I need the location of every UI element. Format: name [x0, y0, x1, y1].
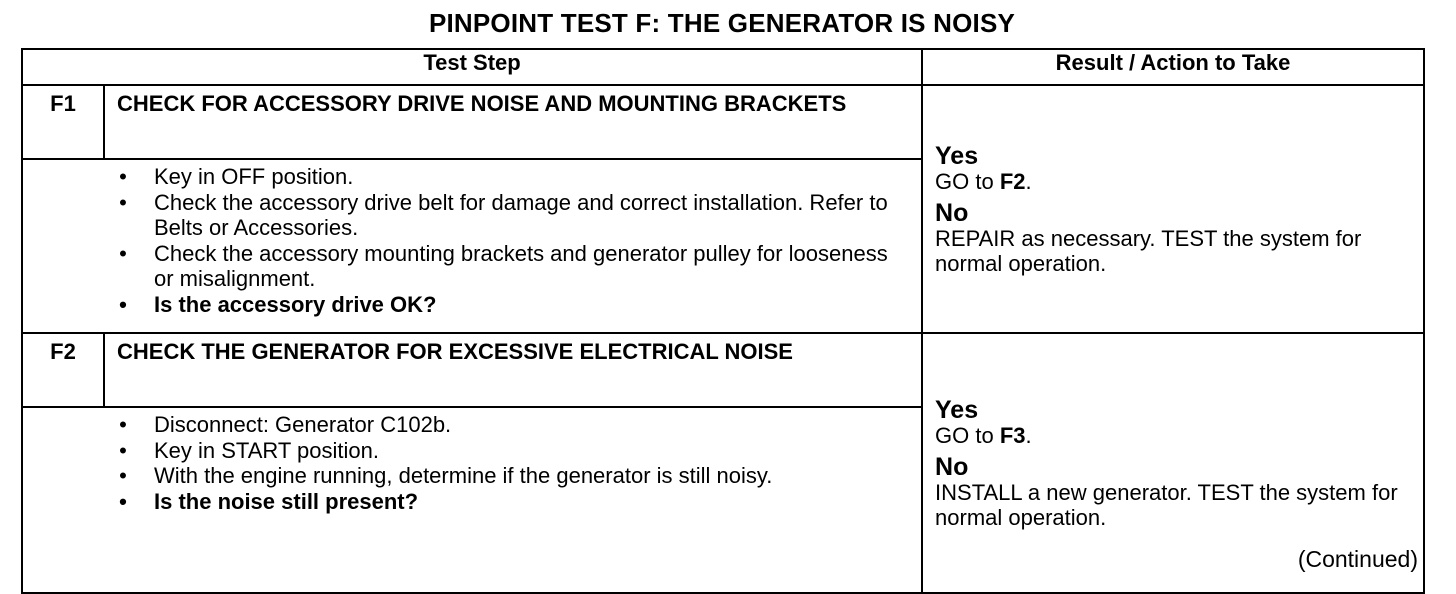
list-item-text: Check the accessory mounting brackets and generator pulley for looseness or misalignment.	[154, 240, 888, 291]
list-item	[116, 190, 911, 241]
yes-label-f2: Yes	[935, 395, 979, 424]
list-item	[116, 438, 911, 464]
bullet-icon: •	[119, 240, 127, 266]
header-test-step: Test Step	[22, 49, 922, 85]
yes-prefix-f1: GO to	[935, 168, 994, 194]
list-item	[116, 463, 911, 489]
yes-action-f1	[935, 169, 1411, 194]
no-action-f1: REPAIR as necessary. TEST the system for normal operation.	[935, 225, 1362, 276]
step-items-f1	[116, 164, 911, 317]
question-text-f1: Is the accessory drive OK?	[154, 291, 437, 317]
list-item-text: With the engine running, determine if the generator is still noisy.	[154, 463, 773, 488]
continued-note: (Continued)	[1297, 546, 1418, 572]
step-f2-heading-row	[22, 333, 1424, 407]
list-item-text: Key in OFF position.	[154, 164, 354, 189]
pinpoint-test-table	[21, 48, 1425, 594]
step-id-blank-f1	[22, 159, 104, 333]
list-item-text: Check the accessory drive belt for damage and correct installation. Refer to Belts or Accessories.	[154, 189, 888, 240]
bullet-icon: •	[119, 189, 127, 215]
list-item	[116, 241, 911, 292]
bullet-icon: •	[119, 437, 127, 463]
no-label-f2: No	[935, 452, 969, 481]
list-item-text: Key in START position.	[154, 437, 379, 463]
yes-suffix-f1: .	[1025, 168, 1032, 194]
step-items-f2	[116, 412, 911, 514]
yes-target-f1: F2	[999, 168, 1026, 194]
list-item-text: Disconnect: Generator C102b.	[154, 412, 452, 437]
page-title: PINPOINT TEST F: THE GENERATOR IS NOISY	[428, 8, 1016, 38]
bullet-icon: •	[119, 291, 127, 317]
yes-target-f2: F3	[999, 422, 1026, 448]
bullet-icon: •	[119, 488, 127, 514]
step-heading-f2: CHECK THE GENERATOR FOR EXCESSIVE ELECTRICAL NOISE	[104, 333, 922, 407]
bullet-icon: •	[119, 412, 127, 437]
step-f1-heading-row	[22, 85, 1424, 159]
step-id-blank-f2	[22, 407, 104, 593]
step-body-f2	[104, 407, 922, 593]
no-action-f2: INSTALL a new generator. TEST the system for normal operation.	[935, 479, 1398, 530]
step-body-f1	[104, 159, 922, 333]
bullet-icon: •	[119, 463, 127, 488]
question-item-f1	[116, 292, 911, 318]
table-header-row	[22, 49, 1424, 85]
list-item	[116, 164, 911, 190]
list-item	[116, 412, 911, 438]
question-text-f2: Is the noise still present?	[154, 488, 419, 514]
yes-action-f2	[935, 423, 1411, 448]
yes-prefix-f2: GO to	[935, 422, 994, 448]
step-id-f1: F1	[22, 85, 104, 159]
header-result-action: Result / Action to Take	[922, 49, 1424, 85]
yes-label-f1: Yes	[935, 141, 979, 170]
yes-suffix-f2: .	[1025, 422, 1032, 448]
bullet-icon: •	[119, 164, 127, 189]
question-item-f2	[116, 489, 911, 515]
step-id-f2: F2	[22, 333, 104, 407]
step-heading-f1: CHECK FOR ACCESSORY DRIVE NOISE AND MOUNTING BRACKETS	[104, 85, 922, 159]
result-cell-f1	[922, 85, 1424, 333]
no-label-f1: No	[935, 198, 969, 227]
